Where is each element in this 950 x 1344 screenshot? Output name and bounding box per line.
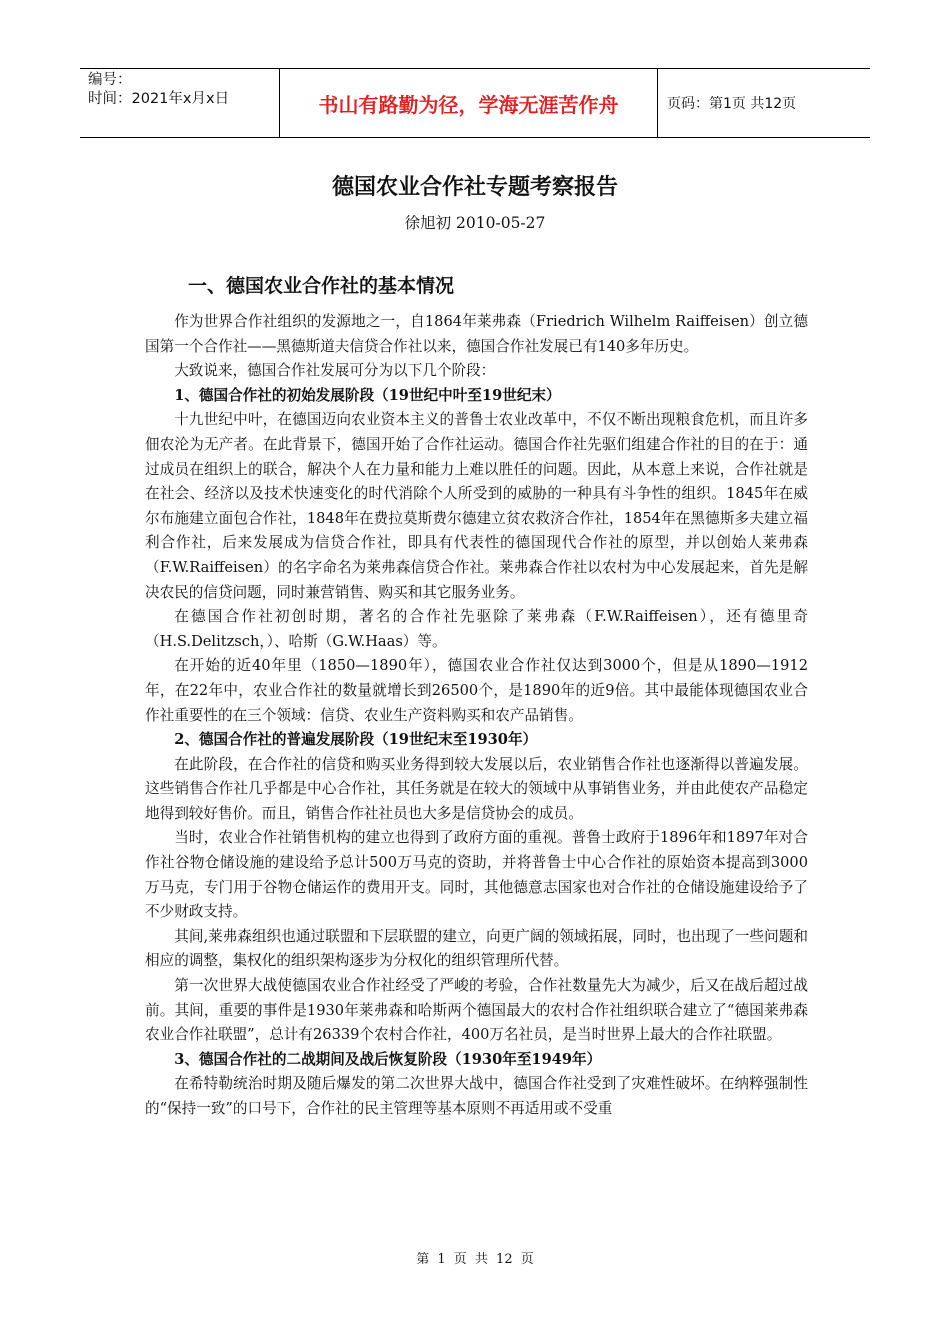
paragraph: 大致说来，德国合作社发展可分为以下几个阶段： bbox=[174, 362, 496, 380]
subsection-heading: 3、德国合作社的二战期间及战后恢复阶段（1930年至1949年） bbox=[174, 1050, 602, 1068]
paragraph: 其间,莱弗森组织也通过联盟和下层联盟的建立，向更广阔的领域拓展，同时，也出现了一些问题和相应的调整，集权化的组织架构逐步为分权化的组织管理所代替。 bbox=[145, 927, 808, 970]
paragraph: 十九世纪中叶，在德国迈向农业资本主义的普鲁士农业改革中，不仅不断出现粮食危机，而且许多佃农沦为无产者。在此背景下，德国开始了合作社运动。德国合作社先驱们组建合作社的目的在于：通过成员在组织上的联合，解决个人在力量和能力上难以胜任的问题。因此，从本意上来说，合作社就是在社会、经济以及技术快速变化的时代消除个人所受到的威胁的一种具有斗争性的组织。1845年在威尔布施建立面包合作社，1848年在费拉莫斯费尔德建立贫农救济合作社，1854年在黑德斯多夫建立福利合作社，后来发展成为信贷合作社，即具有代表性的德国现代合作社的原型，并以创始人莱弗森（F.W.Raiffeisen）的名字命名为莱弗森信贷合作社。莱弗森合作社以农村为中心发展起来，首先是解决农民的信贷问题，同时兼营销售、购买和其它服务业务。 bbox=[145, 411, 808, 601]
header-motto: 书山有路勤为径，学海无涯苦作舟 bbox=[280, 69, 658, 137]
subsection-heading: 2、德国合作社的普遍发展阶段（19世纪末至1930年） bbox=[174, 731, 538, 749]
paragraph: 在开始的近40年里（1850—1890年），德国农业合作社仅达到3000个，但是从1890—1912年，在22年中，农业合作社的数量就增长到26500个，是1890年的近9倍。其中最能体现德国农业合作社重要性的在三个领域：信贷、农业生产资料购买和农产品销售。 bbox=[145, 657, 808, 724]
subsection-heading: 1、德国合作社的初始发展阶段（19世纪中叶至19世纪末） bbox=[174, 386, 561, 404]
paragraph: 在希特勒统治时期及随后爆发的第二次世界大战中，德国合作社受到了灾难性破坏。在纳粹强制性的“保持一致”的口号下，合作社的民主管理等基本原则不再适用或不受重 bbox=[145, 1075, 808, 1117]
author-date: 徐旭初 2010-05-27 bbox=[404, 214, 546, 232]
paragraph: 在德国合作社初创时期，著名的合作社先驱除了莱弗森（F.W.Raiffeisen），还有德里奇（H.S.Delitzsch，）、哈斯（G.W.Haas）等。 bbox=[145, 608, 808, 650]
paragraph: 在此阶段，在合作社的信贷和购买业务得到较大发展以后，农业销售合作社也逐渐得以普遍发展。这些销售合作社几乎都是中心合作社，其任务就是在较大的领域中从事销售业务，并由此使农产品稳定地得到较好售价。而且，销售合作社社员也大多是信贷协会的成员。 bbox=[145, 755, 808, 822]
section-heading: 一、德国农业合作社的基本情况 bbox=[188, 275, 455, 297]
paragraph: 当时，农业合作社销售机构的建立也得到了政府方面的重视。普鲁士政府于1896年和1897年对合作社谷物仓储设施的建设给予总计500万马克的资助，并将普鲁士中心合作社的原始资本提高到3000万马克，专门用于谷物仓储运作的费用开支。同时，其他德意志国家也对合作社的仓储设施建设给予了不少财政支持。 bbox=[145, 829, 808, 921]
header-page-info: 页码：第1页 共12页 bbox=[667, 96, 797, 112]
paragraph: 第一次世界大战使德国农业合作社经受了严峻的考验，合作社数量先大为减少，后又在战后超过战前。其间，重要的事件是1930年莱弗森和哈斯两个德国最大的农村合作社组织联合建立了“德国莱弗森农业合作社联盟”，总计有26339个农村合作社，400万名社员，是当时世界上最大的合作社联盟。 bbox=[145, 977, 808, 1044]
page-footer: 第 1 页 共 12 页 bbox=[416, 1252, 534, 1267]
header-time: 时间：2021年x月x日 bbox=[88, 91, 230, 107]
document-header bbox=[80, 68, 870, 138]
header-number: 编号： bbox=[88, 72, 132, 88]
document-body bbox=[145, 310, 808, 1122]
document-title: 德国农业合作社专题考察报告 bbox=[331, 175, 618, 200]
header-meta bbox=[80, 69, 280, 137]
paragraph: 作为世界合作社组织的发源地之一，自1864年莱弗森（Friedrich Wilhelm Raiffeisen）创立德国第一个合作社——黑德斯道夫信贷合作社以来，德国合作社发展已有140多年历史。 bbox=[145, 313, 808, 355]
